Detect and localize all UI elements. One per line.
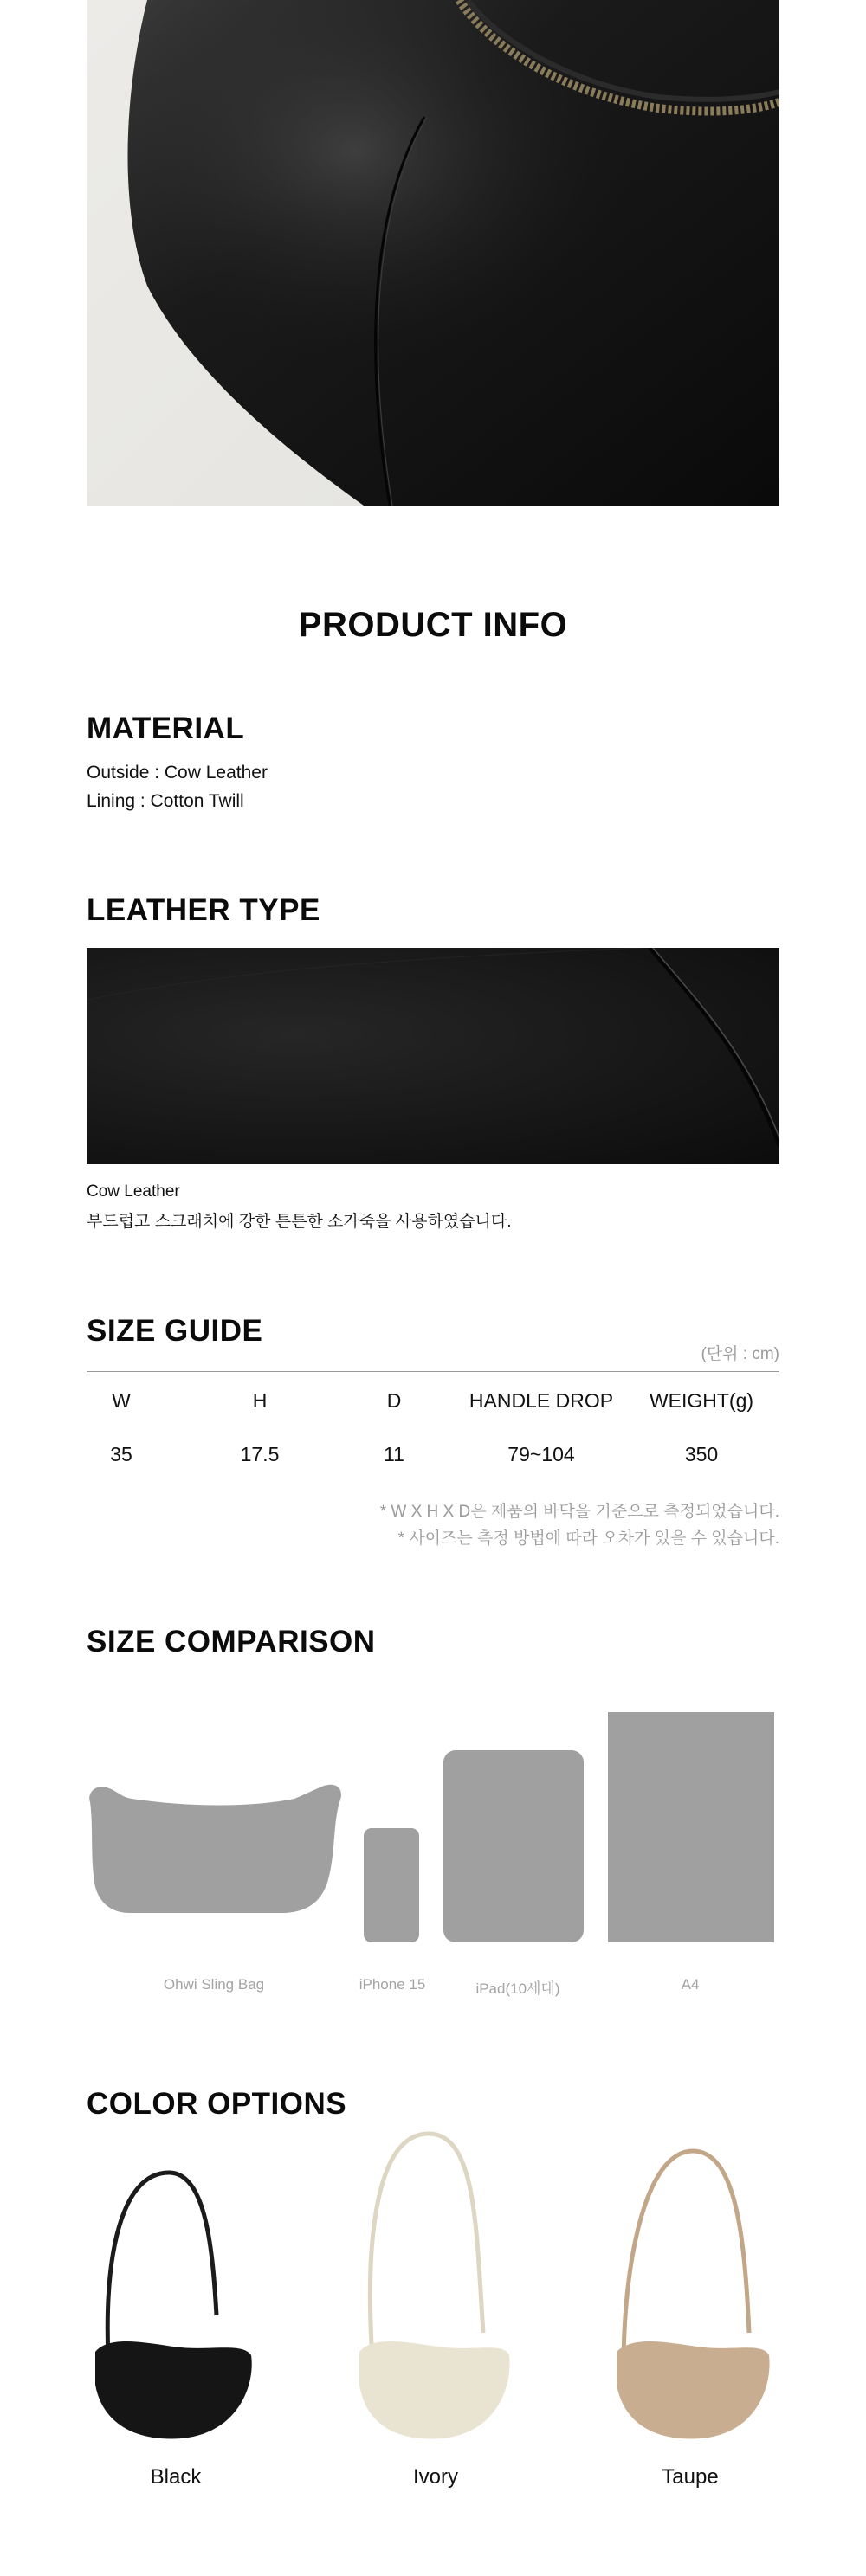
size-header-d: D	[386, 1389, 402, 1412]
comparison-label-a4: A4	[681, 1976, 700, 1993]
size-table-divider	[87, 1371, 779, 1372]
leather-name: Cow Leather	[87, 1182, 180, 1201]
size-header-h: H	[252, 1389, 268, 1412]
size-note-1: * W X H X D은 제품의 바닥을 기준으로 측정되었습니다.	[379, 1503, 779, 1521]
leather-type-heading: LEATHER TYPE	[87, 893, 320, 927]
ivory-bag-body	[359, 2341, 510, 2438]
size-note-2: * 사이즈는 측정 방법에 따라 오차가 있을 수 있습니다.	[397, 1530, 779, 1548]
size-guide-heading: SIZE GUIDE	[87, 1314, 263, 1348]
material-lining: Lining : Cotton Twill	[87, 791, 244, 811]
color-swatch-taupe[interactable]	[606, 2125, 779, 2454]
material-heading: MATERIAL	[87, 712, 245, 745]
black-bag-strap	[107, 2173, 216, 2359]
ipad-silhouette	[443, 1750, 584, 1942]
color-label-ivory: Ivory	[412, 2465, 459, 2489]
leather-description: 부드럽고 스크래치에 강한 튼튼한 소가죽을 사용하였습니다.	[87, 1213, 512, 1231]
unit-note: (단위 : cm)	[701, 1345, 779, 1363]
black-leather-bag-closeup	[87, 0, 779, 506]
color-label-black: Black	[150, 2465, 202, 2489]
iphone-silhouette	[364, 1828, 419, 1942]
size-value-weight: 350	[684, 1443, 719, 1465]
size-comparison-heading: SIZE COMPARISON	[87, 1625, 376, 1658]
page-title: PRODUCT INFO	[298, 606, 568, 644]
taupe-bag-body	[617, 2341, 770, 2438]
size-value-h: 17.5	[240, 1443, 280, 1465]
size-table-values	[87, 1443, 779, 1469]
bag-silhouette	[89, 1785, 341, 1913]
comparison-label-bag: Ohwi Sling Bag	[163, 1976, 265, 1993]
taupe-bag-strap	[624, 2151, 749, 2367]
comparison-label-ipad: iPad(10세대)	[475, 1980, 560, 1997]
size-value-w: 35	[110, 1443, 132, 1465]
material-outside: Outside : Cow Leather	[87, 763, 268, 782]
a4-silhouette	[608, 1712, 774, 1942]
size-value-d: 11	[384, 1443, 404, 1465]
size-table-header	[87, 1389, 779, 1415]
comparison-label-iphone: iPhone 15	[359, 1976, 426, 1993]
size-comparison-figure	[0, 1705, 866, 1956]
size-value-handle-drop: 79~104	[507, 1443, 575, 1465]
color-label-taupe: Taupe	[662, 2465, 719, 2489]
size-header-handle-drop: HANDLE DROP	[469, 1389, 614, 1412]
color-swatch-ivory[interactable]	[346, 2125, 520, 2454]
color-options-heading: COLOR OPTIONS	[87, 2087, 347, 2121]
ivory-bag-strap	[370, 2134, 483, 2359]
product-hero-image	[87, 0, 779, 506]
size-header-w: W	[112, 1389, 131, 1412]
leather-texture-image	[87, 948, 779, 1164]
black-bag-body	[95, 2341, 252, 2438]
size-header-weight: WEIGHT(g)	[649, 1389, 754, 1412]
leather-seam-detail	[87, 948, 779, 1164]
color-swatch-black[interactable]	[87, 2125, 260, 2454]
